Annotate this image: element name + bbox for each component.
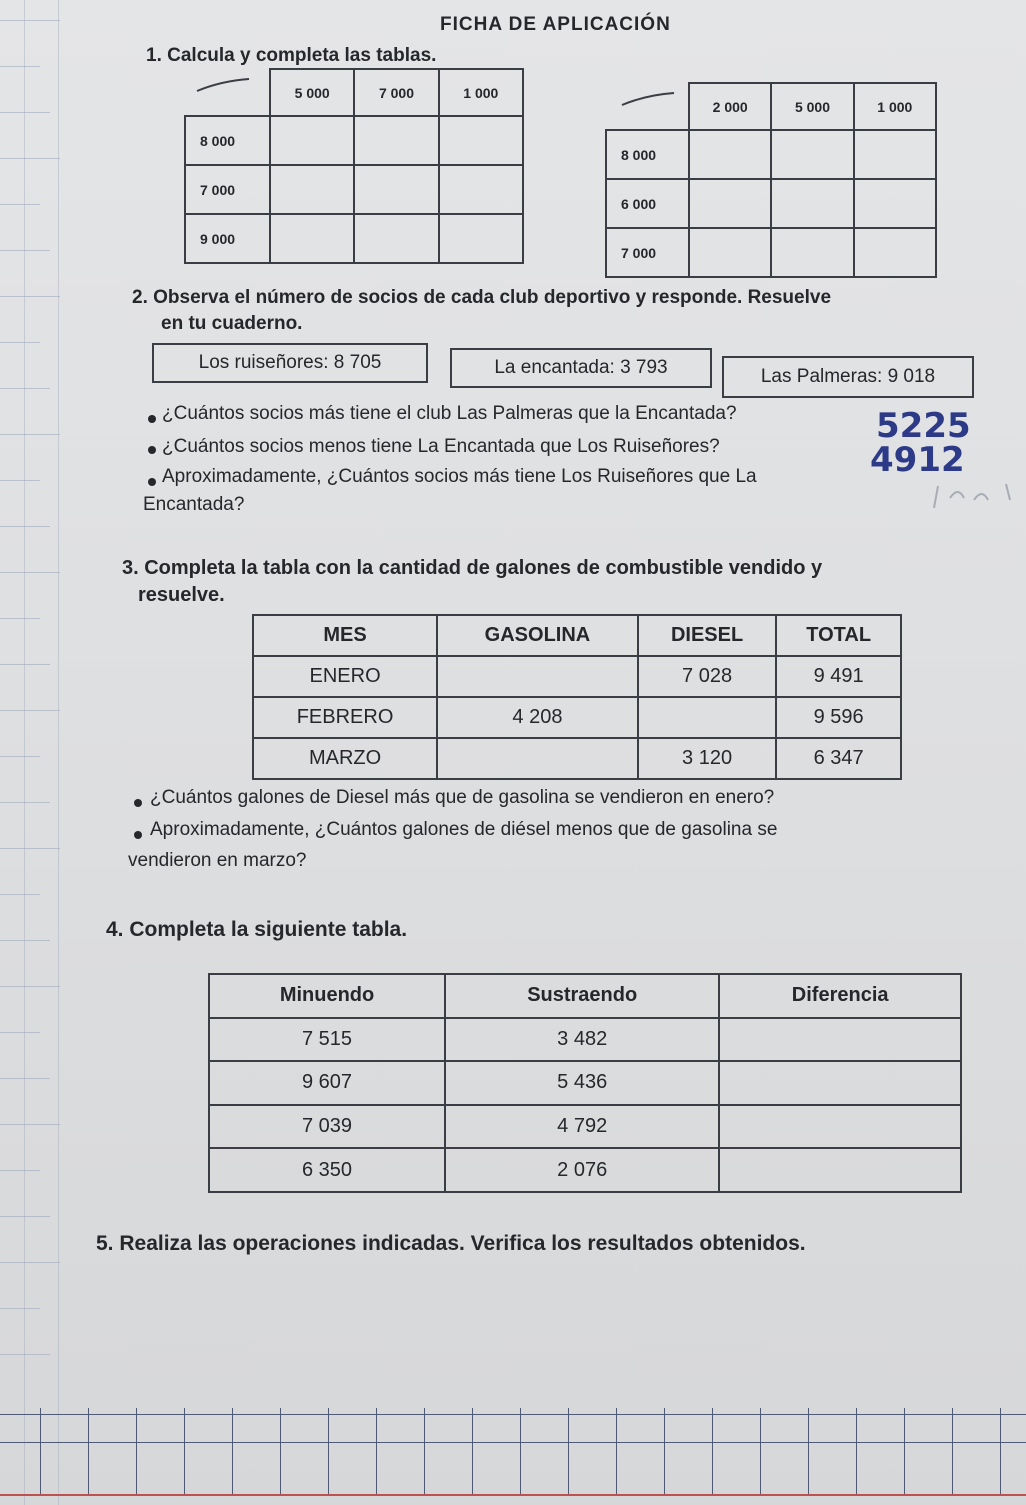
grid-line: [0, 296, 60, 297]
ex2-prompt: 2. Observa el número de socios de cada club deportivo y responde. Resuelve: [132, 287, 832, 308]
grid-line: [0, 1170, 40, 1171]
answer-cell[interactable]: [719, 1018, 961, 1062]
answer-cell[interactable]: [638, 697, 777, 738]
ex3-prompt-cont: resuelve.: [138, 584, 225, 606]
col-header: Sustraendo: [445, 974, 719, 1018]
subtraction-table: [208, 973, 962, 1193]
ex1-table-right: [605, 82, 937, 278]
subtrahend-cell: 2 076: [445, 1148, 719, 1192]
grid-line: [0, 572, 60, 573]
grid-line: [0, 848, 60, 849]
grid-line: [1000, 1408, 1001, 1494]
col-header: Minuendo: [209, 974, 445, 1018]
table-row: [209, 1105, 961, 1149]
grid-line: [136, 1408, 137, 1494]
grid-line: [0, 204, 40, 205]
grid-line: [0, 1124, 60, 1125]
ex3-question-2-cont: vendieron en marzo?: [128, 850, 307, 871]
answer-cell[interactable]: [719, 1105, 961, 1149]
grid-line: [616, 1408, 617, 1494]
value-cell: 4 208: [437, 697, 638, 738]
col-header: 2 000: [689, 83, 771, 130]
col-header: 7 000: [354, 69, 438, 116]
col-header: DIESEL: [638, 615, 777, 656]
answer-cell[interactable]: [270, 165, 354, 214]
grid-line: [0, 802, 50, 803]
grid-line: [0, 112, 50, 113]
value-cell: 9 491: [776, 656, 901, 697]
fuel-table: [252, 614, 902, 780]
month-cell: FEBRERO: [253, 697, 437, 738]
grid-line: [808, 1408, 809, 1494]
grid-line: [0, 388, 50, 389]
bullet-icon: [148, 446, 156, 454]
corner-cell: [185, 69, 270, 116]
subtrahend-cell: 4 792: [445, 1105, 719, 1149]
bullet-icon: [148, 478, 156, 486]
grid-line: [0, 986, 60, 987]
handwritten-answer-2: 4912: [870, 440, 965, 480]
grid-line: [0, 1078, 50, 1079]
grid-line: [0, 940, 50, 941]
handwritten-answer-1: 5225: [876, 406, 971, 446]
grid-line: [0, 66, 40, 67]
ex2-prompt-cont: en tu cuaderno.: [161, 313, 303, 334]
col-header: 5 000: [270, 69, 354, 116]
grid-line: [712, 1408, 713, 1494]
subtrahend-cell: 3 482: [445, 1018, 719, 1062]
row-header: 9 000: [185, 214, 270, 263]
answer-cell[interactable]: [854, 179, 936, 228]
value-cell: 3 120: [638, 738, 777, 779]
col-header: Diferencia: [719, 974, 961, 1018]
grid-line: [664, 1408, 665, 1494]
ex3-prompt: 3. Completa la tabla con la cantidad de galones de combustible vendido y: [122, 557, 823, 579]
grid-line: [0, 526, 50, 527]
minuend-cell: 7 515: [209, 1018, 445, 1062]
row-header: 7 000: [606, 228, 689, 277]
grid-line: [40, 1408, 41, 1494]
answer-cell[interactable]: [270, 214, 354, 263]
ex3-question-1: ¿Cuántos galones de Diesel más que de gasolina se vendieron en enero?: [150, 787, 775, 808]
col-header: 1 000: [439, 69, 523, 116]
answer-cell[interactable]: [354, 165, 438, 214]
grid-line: [0, 1262, 60, 1263]
grid-line: [24, 0, 25, 1505]
col-header: TOTAL: [776, 615, 901, 656]
minuend-cell: 9 607: [209, 1061, 445, 1105]
value-cell: 7 028: [638, 656, 777, 697]
notebook-margin-grid: [0, 0, 70, 1505]
grid-line: [88, 1408, 89, 1494]
ex2-question-1: ¿Cuántos socios más tiene el club Las Palmeras que la Encantada?: [162, 403, 737, 424]
bullet-icon: [134, 799, 142, 807]
grid-line: [0, 480, 40, 481]
grid-line: [376, 1408, 377, 1494]
ex1-prompt: 1. Calcula y completa las tablas.: [146, 45, 437, 66]
grid-line: [0, 434, 60, 435]
answer-cell[interactable]: [689, 130, 771, 179]
row-header: 6 000: [606, 179, 689, 228]
grid-line: [0, 756, 40, 757]
answer-cell[interactable]: [719, 1148, 961, 1192]
notebook-grid: [0, 1386, 1026, 1505]
col-header: 5 000: [771, 83, 853, 130]
bullet-icon: [148, 415, 156, 423]
grid-line: [0, 618, 40, 619]
ex5-prompt: 5. Realiza las operaciones indicadas. Verifica los resultados obtenidos.: [96, 1232, 806, 1255]
grid-line: [0, 1414, 1026, 1415]
col-header: GASOLINA: [437, 615, 638, 656]
month-cell: MARZO: [253, 738, 437, 779]
grid-line: [0, 894, 40, 895]
ex1-table-left: [184, 68, 524, 264]
club-box-ruisenores: Los ruiseñores: 8 705: [152, 343, 428, 383]
club-box-encantada: La encantada: 3 793: [450, 348, 712, 388]
answer-cell[interactable]: [854, 130, 936, 179]
ex2-question-3-cont: Encantada?: [143, 494, 245, 515]
answer-cell[interactable]: [439, 116, 523, 165]
value-cell: 6 347: [776, 738, 901, 779]
answer-cell[interactable]: [854, 228, 936, 277]
grid-line: [280, 1408, 281, 1494]
grid-line: [0, 1442, 1026, 1443]
ex3-question-2: Aproximadamente, ¿Cuántos galones de diésel menos que de gasolina se: [150, 819, 778, 840]
grid-line: [0, 1032, 40, 1033]
table-row: [209, 1018, 961, 1062]
table-row: [209, 1061, 961, 1105]
table-row: [209, 1148, 961, 1192]
answer-cell[interactable]: [437, 738, 638, 779]
grid-line: [568, 1408, 569, 1494]
answer-cell[interactable]: [354, 116, 438, 165]
answer-cell[interactable]: [270, 116, 354, 165]
grid-line: [0, 342, 40, 343]
ex2-question-3: Aproximadamente, ¿Cuántos socios más tiene Los Ruiseñores que La: [162, 466, 757, 487]
answer-cell[interactable]: [439, 214, 523, 263]
answer-cell[interactable]: [689, 179, 771, 228]
grid-line: [0, 664, 50, 665]
club-box-palmeras: Las Palmeras: 9 018: [722, 356, 974, 398]
grid-line: [0, 1216, 50, 1217]
notebook-red-line: [0, 1494, 1026, 1496]
grid-line: [0, 1354, 50, 1355]
ex4-prompt: 4. Completa la siguiente tabla.: [106, 918, 408, 941]
value-cell: 9 596: [776, 697, 901, 738]
row-header: 8 000: [606, 130, 689, 179]
grid-line: [424, 1408, 425, 1494]
grid-line: [232, 1408, 233, 1494]
grid-line: [760, 1408, 761, 1494]
grid-line: [58, 0, 59, 1505]
grid-line: [856, 1408, 857, 1494]
row-header: 8 000: [185, 116, 270, 165]
col-header: MES: [253, 615, 437, 656]
answer-cell[interactable]: [771, 228, 853, 277]
minuend-cell: 6 350: [209, 1148, 445, 1192]
table-row: [253, 738, 901, 779]
ex2-question-2: ¿Cuántos socios menos tiene La Encantada que Los Ruiseñores?: [162, 436, 720, 457]
minuend-cell: 7 039: [209, 1105, 445, 1149]
subtrahend-cell: 5 436: [445, 1061, 719, 1105]
table-row: [253, 656, 901, 697]
faint-pencil-mark: [928, 478, 1020, 518]
answer-cell[interactable]: [354, 214, 438, 263]
answer-cell[interactable]: [437, 656, 638, 697]
grid-line: [0, 20, 60, 21]
table-row: [253, 697, 901, 738]
grid-line: [952, 1408, 953, 1494]
page-title: FICHA DE APLICACIÓN: [440, 14, 671, 35]
answer-cell[interactable]: [719, 1061, 961, 1105]
grid-line: [0, 1308, 40, 1309]
grid-line: [904, 1408, 905, 1494]
corner-cell: [606, 83, 689, 130]
answer-cell[interactable]: [771, 179, 853, 228]
answer-cell[interactable]: [439, 165, 523, 214]
grid-line: [328, 1408, 329, 1494]
col-header: 1 000: [854, 83, 936, 130]
grid-line: [472, 1408, 473, 1494]
grid-line: [184, 1408, 185, 1494]
grid-line: [0, 250, 50, 251]
answer-cell[interactable]: [771, 130, 853, 179]
grid-line: [0, 710, 60, 711]
row-header: 7 000: [185, 165, 270, 214]
bullet-icon: [134, 831, 142, 839]
answer-cell[interactable]: [689, 228, 771, 277]
month-cell: ENERO: [253, 656, 437, 697]
grid-line: [520, 1408, 521, 1494]
grid-line: [0, 158, 60, 159]
